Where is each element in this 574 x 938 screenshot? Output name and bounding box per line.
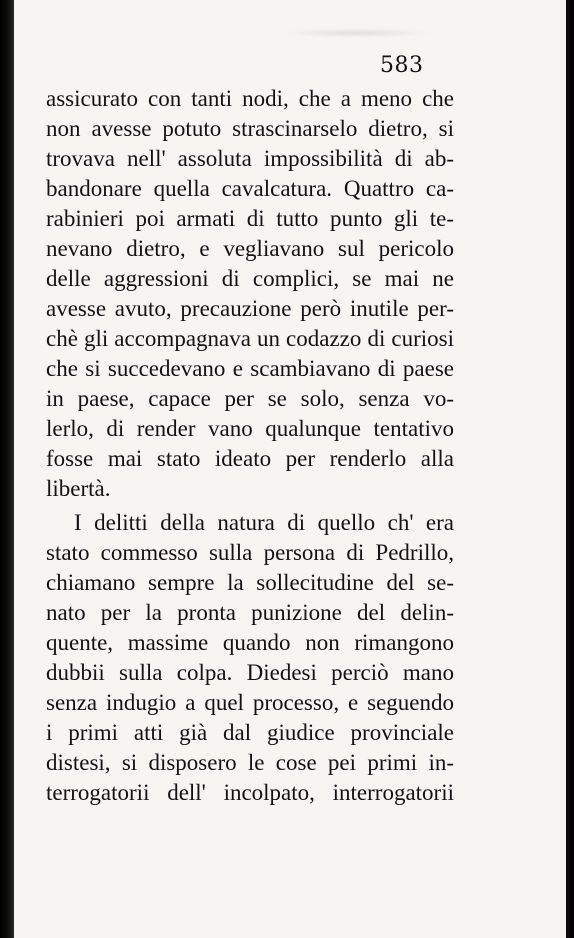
text-line: nevano dietro, e vegliavano sul pericolo [46, 236, 454, 261]
page-left-edge [0, 0, 14, 938]
text-line: distesi, si disposero le cose pei primi in- [46, 750, 454, 775]
text-line: fosse mai stato ideato per renderlo alla [46, 446, 454, 471]
text-line: chiamano sempre la sollecitudine del se- [46, 570, 454, 595]
text-line: terrogatorii dell' incolpato, interrogatorii [46, 780, 454, 805]
paragraph-1 [46, 84, 454, 504]
text-line: stato commesso sulla persona di Pedrillo, [46, 540, 454, 565]
text-line: libertà. [46, 476, 111, 501]
paragraph-2 [46, 508, 454, 808]
text-line: quente, massime quando non rimangono [46, 630, 454, 655]
text-line: bandonare quella cavalcatura. Quattro ca- [46, 176, 454, 201]
page-right-edge [566, 0, 570, 938]
text-line: non avesse potuto strascinarselo dietro, si [46, 116, 454, 141]
text-line: avesse avuto, precauzione però inutile per- [46, 296, 454, 321]
text-line: rabinieri poi armati di tutto punto gli te- [46, 206, 454, 231]
text-line: senza indugio a quel processo, e seguendo [46, 690, 454, 715]
text-line: che si succedevano e scambiavano di paese [46, 356, 454, 381]
page-smudge [282, 28, 432, 38]
page-body-text [46, 84, 454, 808]
text-line: assicurato con tanti nodi, che a meno che [46, 86, 454, 111]
text-line: chè gli accompagnava un codazzo di curiosi [46, 326, 454, 351]
text-line: nato per la pronta punizione del delin- [46, 600, 454, 625]
text-line: dubbii sulla colpa. Diedesi perciò mano [46, 660, 454, 685]
page-number: 583 [380, 53, 424, 78]
book-page [14, 0, 570, 938]
text-line: lerlo, di render vano qualunque tentativo [46, 416, 454, 441]
text-line: I delitti della natura di quello ch' era [74, 510, 454, 535]
text-line: i primi atti già dal giudice provinciale [46, 720, 454, 745]
text-line: delle aggressioni di complici, se mai ne [46, 266, 454, 291]
text-line: in paese, capace per se solo, senza vo- [46, 386, 454, 411]
text-line: trovava nell' assoluta impossibilità di ab- [46, 146, 454, 171]
